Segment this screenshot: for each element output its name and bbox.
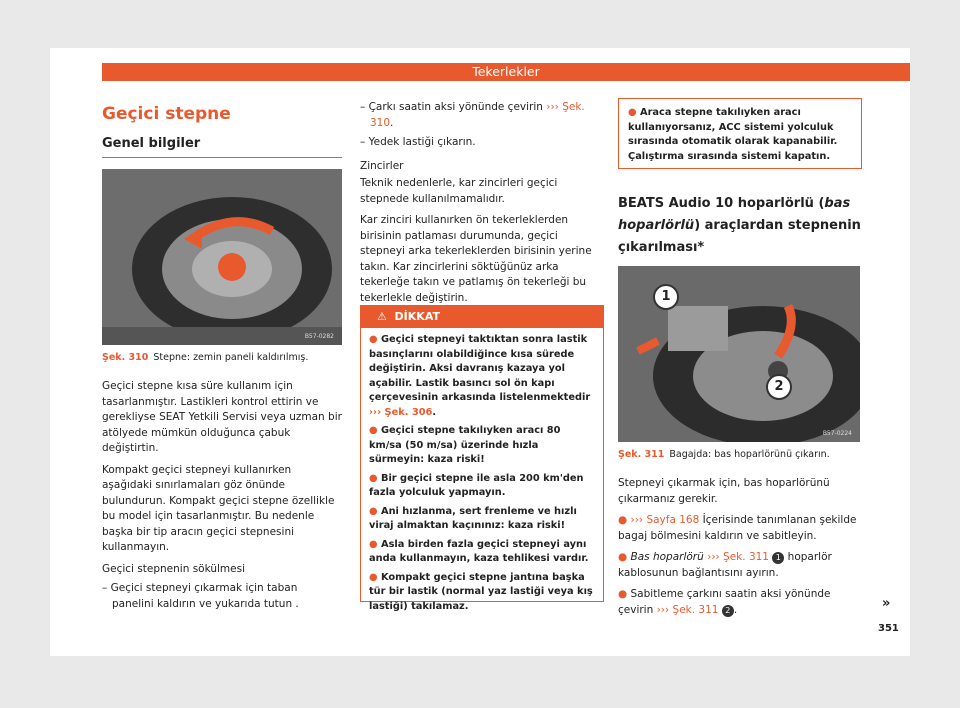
- bullet-icon: ●: [369, 472, 378, 484]
- warning-item: ● Geçici stepne takılıyken aracı 80 km/sa (50 m/sa) üzerinde hızla sürmeyin: kaza riski!: [369, 425, 561, 465]
- bullet-icon: ●: [369, 505, 378, 517]
- warning-triangle-icon: ⚠: [377, 310, 387, 323]
- figure-number: Şek. 310: [102, 352, 149, 363]
- acc-warning-box: [618, 98, 862, 169]
- figure-id: B57-0224: [822, 430, 852, 437]
- warning-title: DİKKAT: [394, 310, 440, 323]
- figure-number: Şek. 311: [618, 449, 665, 460]
- paragraph: Geçici stepne kısa süre kullanım için tasarlanmıştır. Lastikleri kontrol ettirin ve gerekliyse SEAT Yetkili Servisi veya uzman bir atölyede mümkün olduğunca çabuk değiştirtin.: [102, 380, 342, 454]
- section-subtitle: Genel bilgiler: [102, 136, 201, 151]
- step-item: – Yedek lastiği çıkarın.: [360, 136, 476, 148]
- paragraph: Stepneyi çıkarmak için, bas hoparlörünü çıkarmanız gerekir.: [618, 477, 830, 505]
- warning-item: ● Geçici stepneyi taktıktan sonra lastik basınçlarını olabildiğince kısa sürede değiştirin. Aksi davranış kazaya yol açabilir. Lastik basıncı sol ön kapı çerçevesinin arkasında listelenmektedir ››› Şek. 306.: [369, 334, 591, 418]
- step-text: Geçici stepneyi çıkarmak için taban panelini kaldırın ve yukarıda tutun .: [110, 582, 299, 610]
- section-header: Tekerlekler: [102, 63, 910, 81]
- bullet-icon: ●: [369, 538, 378, 550]
- page: [50, 48, 910, 656]
- bullet-icon: ●: [369, 334, 378, 345]
- continue-marker: »: [882, 596, 891, 611]
- acc-warning-text: ● Araca stepne takılıyken aracı kullanıyorsanız, ACC sistemi yolculuk sırasında otomatik olarak kapanabilir. Çalıştırma sırasında sistemi kapatın.: [628, 107, 838, 162]
- spare-wheel-figure: [102, 169, 342, 345]
- callout-1: 1: [653, 284, 679, 310]
- subwoofer-figure: [618, 266, 860, 442]
- bullet-icon: ●: [618, 588, 628, 600]
- step-text: Yedek lastiği çıkarın.: [368, 136, 476, 148]
- figure-link[interactable]: ››› Şek. 310: [370, 101, 585, 129]
- warning-item: ● Bir geçici stepne ile asla 200 km'den fazla yolculuk yapmayın.: [369, 472, 584, 498]
- page-title: Geçici stepne: [102, 104, 231, 124]
- subheading: Zincirler: [360, 159, 404, 172]
- bullet-icon: ●: [618, 551, 628, 563]
- bullet-item: ● Bas hoparlörü ››› Şek. 311 1 hoparlör kablosunun bağlantısını ayırın.: [618, 551, 832, 579]
- beats-heading: BEATS Audio 10 hoparlörlü (bas hoparlörlü) araçlardan stepnenin çıkarılması*: [618, 196, 861, 255]
- figure-caption-text: Bagajda: bas hoparlörünü çıkarın.: [669, 449, 830, 460]
- figure-caption: [102, 351, 342, 365]
- step-item: – Çarkı saatin aksi yönünde çevirin ››› Şek. 310.: [360, 101, 585, 129]
- bullet-icon: ●: [628, 107, 637, 118]
- bullet-item: ● Sabitleme çarkını saatin aksi yönünde çevirin ››› Şek. 311 2 .: [618, 588, 831, 616]
- warning-list: [361, 328, 603, 614]
- right-column-text: [618, 476, 860, 624]
- step-item: – Geçici stepneyi çıkarmak için taban panelini kaldırın ve yukarıda tutun .: [102, 582, 299, 610]
- callout-ref-2: 2: [722, 605, 734, 617]
- figure-id: B57-0282: [304, 333, 334, 340]
- warning-item: ● Ani hızlanma, sert frenleme ve hızlı viraj almaktan kaçınınız: kaza riski!: [369, 505, 577, 531]
- step-text: Çarkı saatin aksi yönünde çevirin: [368, 101, 543, 113]
- spare-wheel-illustration: [102, 169, 342, 345]
- page-number: 351: [878, 623, 899, 634]
- paragraph: Teknik nedenlerle, kar zincirleri geçici stepnede kullanılmamalıdır.: [360, 177, 558, 205]
- figure-link[interactable]: ››› Şek. 311: [656, 603, 719, 616]
- bullet-icon: ●: [369, 425, 378, 436]
- warning-box: [360, 305, 604, 612]
- warning-header: [361, 306, 603, 328]
- bullet-icon: ●: [369, 571, 378, 583]
- bullet-item: ● ››› Sayfa 168 İçerisinde tanımlanan şekilde bagaj bölmesini kaldırın ve sabitleyin.: [618, 514, 857, 542]
- figure-caption: [618, 448, 860, 462]
- middle-column-text: [360, 100, 602, 312]
- callout-ref-1: 1: [772, 552, 784, 564]
- left-column-text: [102, 379, 342, 616]
- divider: [102, 157, 342, 158]
- page-link[interactable]: ››› Şek. 306: [369, 406, 433, 418]
- subheading: Geçici stepnenin sökülmesi: [102, 562, 246, 575]
- warning-item: ● Kompakt geçici stepne jantına başka tür bir lastik (normal yaz lastiği veya kış lastiği) takılamaz.: [369, 571, 593, 612]
- figure-link[interactable]: ››› Şek. 311: [707, 551, 769, 563]
- paragraph: Kar zinciri kullanırken ön tekerleklerden birisinin patlaması durumunda, geçici stepneyi arka tekerleklerden birisinin yerine takın. Kar zincirlerini söktüğünüz arka tekerleğe takın ve patlamış ön tekerleği bu tekerlekle değiştirin.: [360, 214, 592, 304]
- bullet-icon: ●: [618, 514, 628, 526]
- paragraph: Kompakt geçici stepneyi kullanırken aşağıdaki sınırlamaları göz önünde bulundurun. Kompakt geçici stepne özellikle bu model için tasarlanmıştır. Bu nedenle başka bir tip aracın geçici stepnesini kullanmayın.: [102, 463, 335, 553]
- figure-caption-text: Stepne: zemin paneli kaldırılmış.: [153, 352, 309, 363]
- warning-item: ● Asla birden fazla geçici stepneyi aynı anda kullanmayın, kaza tehlikesi vardır.: [369, 538, 589, 564]
- callout-2: 2: [766, 374, 792, 400]
- page-link[interactable]: ››› Sayfa 168: [630, 514, 700, 526]
